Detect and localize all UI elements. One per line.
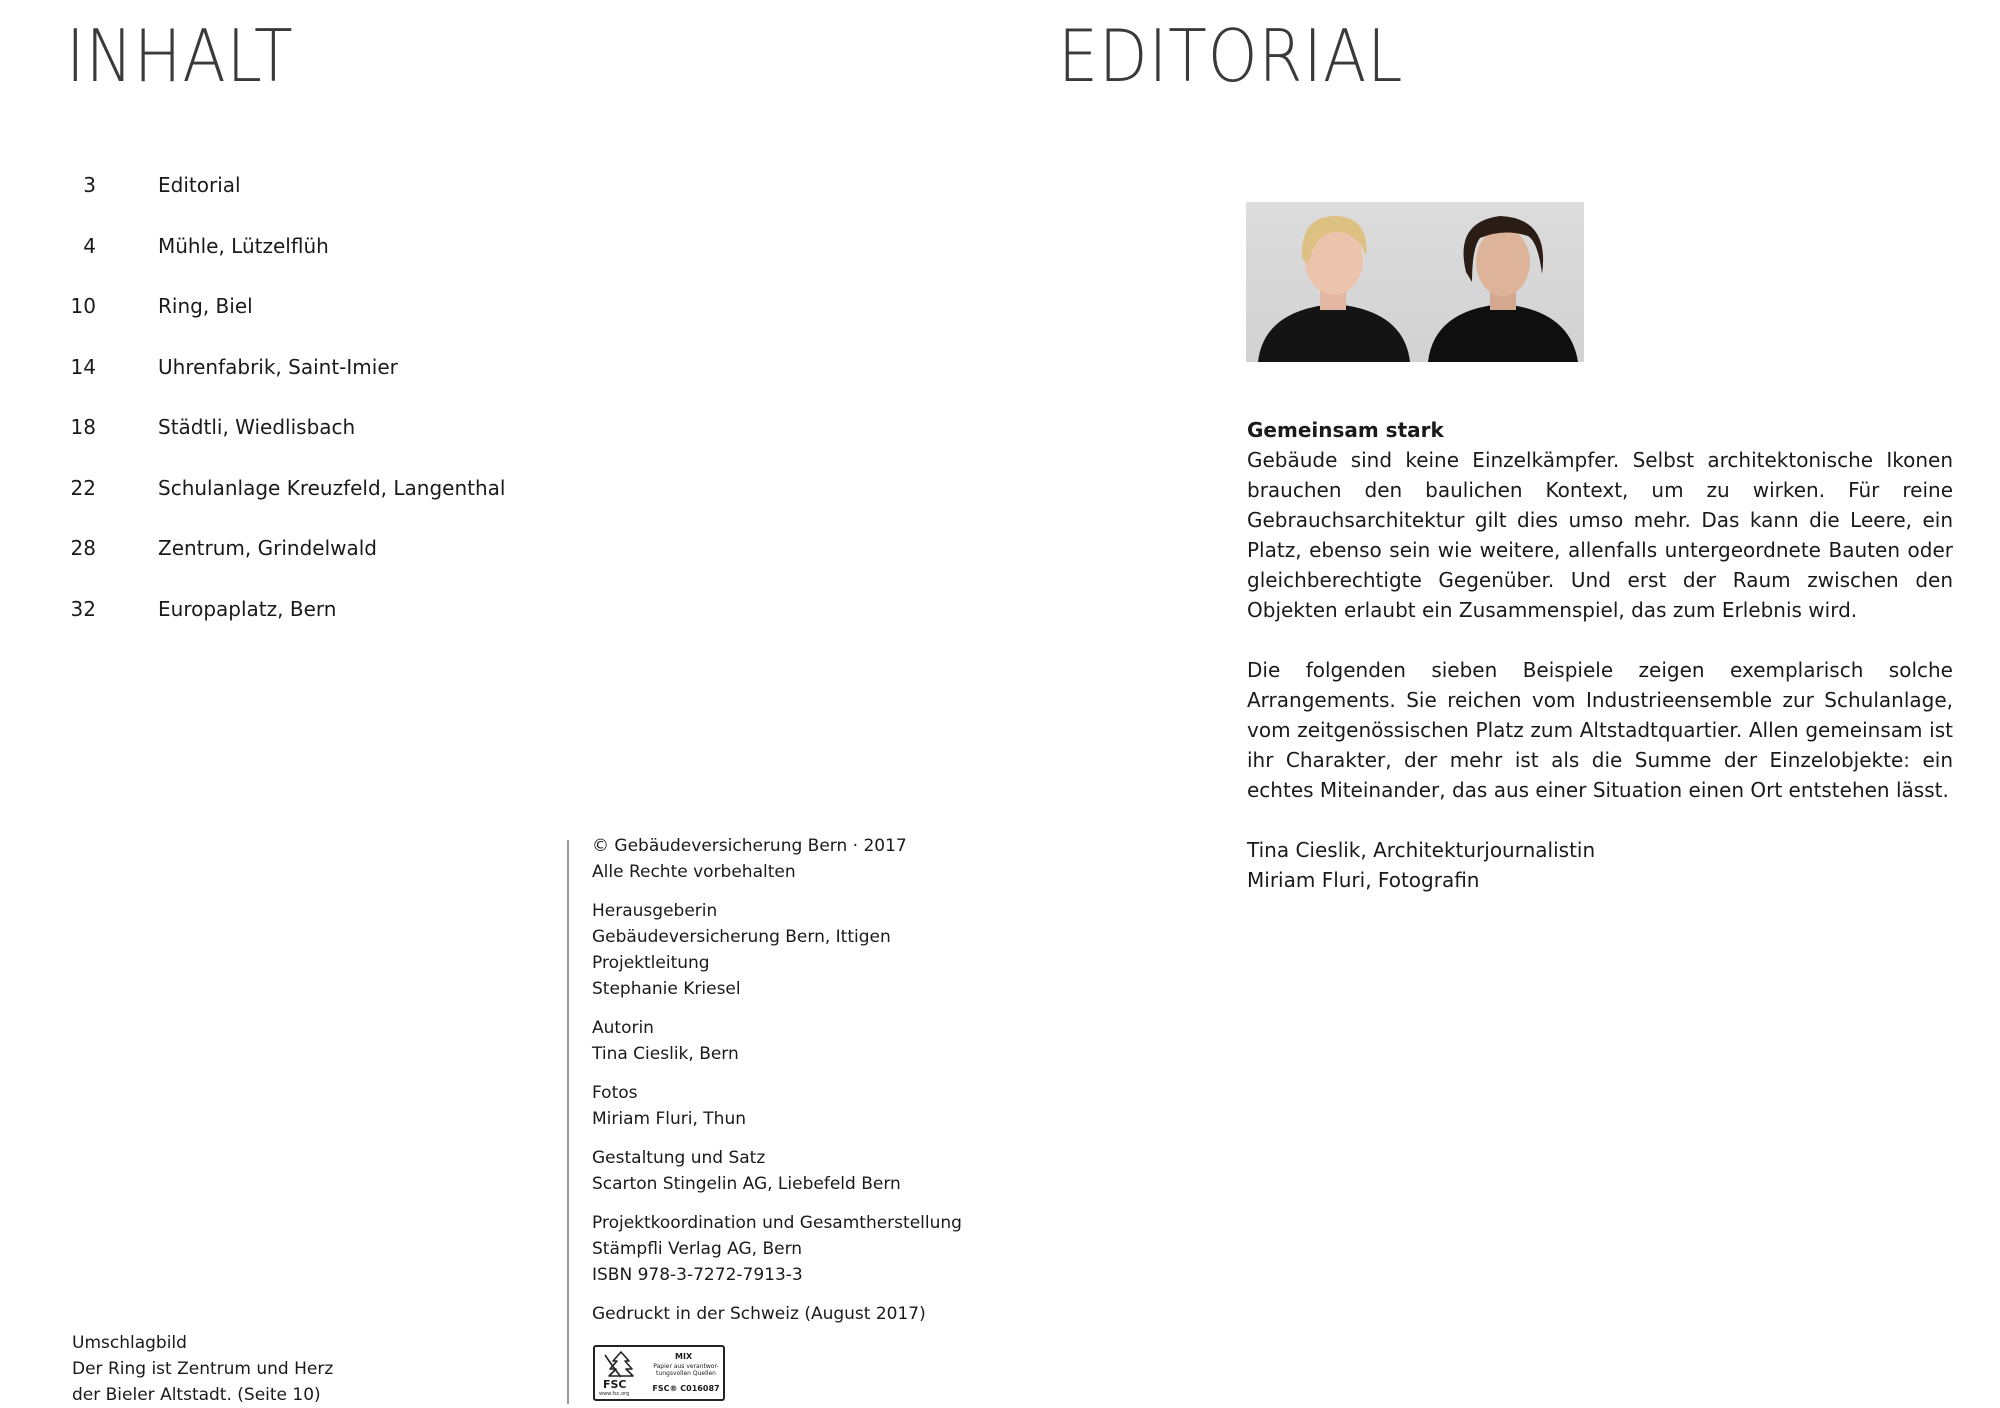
rights-line: Alle Rechte vorbehalten — [592, 862, 796, 882]
toc-title: Zentrum, Grindelwald — [158, 536, 377, 560]
toc-title: Ring, Biel — [158, 294, 253, 318]
imprint-author — [592, 1015, 962, 1067]
editorial-signatures — [1247, 835, 1953, 895]
coordination-label: Projektkoordination und Gesamtherstellung — [592, 1213, 962, 1233]
imprint-photos — [592, 1080, 962, 1132]
toc-page-number: 22 — [70, 475, 96, 500]
toc-page-number: 10 — [70, 294, 96, 318]
signature-line: Miriam Fluri, Fotografin — [1247, 868, 1480, 892]
toc-title: Uhrenfabrik, Saint-Imier — [158, 354, 398, 379]
imprint-publisher — [592, 898, 962, 1002]
editorial-paragraph — [1247, 415, 1953, 625]
editorial-paragraph-text: Gebäude sind keine Einzelkämpfer. Selbst architektonische Ikonen brauchen den baulichen Kontext, um zu wirken. Für reine Gebrauchsarchitektur gilt dies umso mehr. Das kann die Leere, ein Platz, ebenso sein wie weitere, allenfalls untergeordnete Bauten oder gleichberechtigte Gegenüber. Und erst der Raum zwischen den Objekten erlaubt ein Zusammenspiel, das zum Erlebnis wird. — [1247, 448, 1953, 622]
imprint-copyright — [592, 833, 962, 885]
photos-label: Fotos — [592, 1083, 638, 1103]
toc-page-number: 14 — [70, 354, 96, 379]
author-value: Tina Cieslik, Bern — [592, 1044, 739, 1064]
editorial-lead-title: Gemeinsam stark — [1247, 418, 1444, 442]
fsc-mix: MIX — [675, 1352, 693, 1361]
toc-page-number: 32 — [70, 596, 96, 621]
toc-page-number: 18 — [70, 415, 96, 439]
imprint-coordination — [592, 1210, 962, 1288]
cover-caption-line: der Bieler Altstadt. (Seite 10) — [72, 1385, 321, 1405]
project-lead-value: Stephanie Kriesel — [592, 979, 741, 999]
fsc-code: FSC® C016087 — [652, 1384, 720, 1393]
copyright-line: © Gebäudeversicherung Bern · 2017 — [592, 836, 907, 856]
vertical-divider — [567, 840, 569, 1404]
coordination-value: Stämpfli Verlag AG, Bern — [592, 1239, 803, 1259]
photos-value: Miriam Fluri, Thun — [592, 1109, 746, 1129]
fsc-paper-text: Papier aus verantwor-tungsvollen Quellen — [653, 1363, 719, 1377]
inhalt-heading: INHALT — [66, 14, 294, 98]
cover-caption-line: Der Ring ist Zentrum und Herz — [72, 1359, 334, 1379]
editorial-heading: EDITORIAL — [1058, 14, 1404, 98]
author-portrait-photo — [1246, 202, 1584, 362]
portrait-image — [1246, 202, 1584, 362]
signature-line: Tina Cieslik, Architekturjournalistin — [1247, 838, 1596, 862]
toc-title: Europaplatz, Bern — [158, 596, 337, 621]
editorial-text — [1247, 415, 1953, 895]
design-value: Scarton Stingelin AG, Liebefeld Bern — [592, 1174, 901, 1194]
printed-line: Gedruckt in der Schweiz (August 2017) — [592, 1304, 926, 1324]
design-label: Gestaltung und Satz — [592, 1148, 766, 1168]
toc-title: Editorial — [158, 173, 241, 197]
isbn: ISBN 978-3-7272-7913-3 — [592, 1265, 803, 1285]
fsc-logo — [593, 1345, 725, 1401]
imprint-design — [592, 1145, 962, 1197]
toc-page-number: 4 — [83, 233, 96, 258]
editorial-paragraph: Die folgenden sieben Beispiele zeigen exemplarisch solche Arrangements. Sie reichen vom Industrieensemble zur Schulanlage, vom zeitgenössischen Platz zum Altstadtquartier. Allen gemeinsam ist ihr Charakter, der mehr ist als die Summe der Einzelobjekte: ein echtes Miteinander, das aus einer Situation einen Ort entstehen lässt. — [1247, 658, 1953, 802]
toc-title: Städtli, Wiedlisbach — [158, 415, 356, 439]
publisher-label: Herausgeberin — [592, 901, 718, 921]
toc-page-number: 28 — [70, 536, 96, 560]
toc-title: Mühle, Lützelflüh — [158, 233, 329, 258]
toc-title: Schulanlage Kreuzfeld, Langenthal — [158, 475, 506, 500]
fsc-url: www.fsc.org — [599, 1391, 630, 1397]
imprint-printed — [592, 1301, 962, 1327]
publisher-value: Gebäudeversicherung Bern, Ittigen — [592, 927, 891, 947]
cover-caption — [72, 1330, 333, 1408]
author-label: Autorin — [592, 1018, 654, 1038]
fsc-tree-icon — [599, 1349, 643, 1379]
imprint — [592, 833, 962, 1340]
project-lead-label: Projektleitung — [592, 953, 710, 973]
toc-page-number: 3 — [83, 173, 96, 197]
fsc-mark: FSC — [603, 1378, 627, 1391]
cover-caption-label: Umschlagbild — [72, 1333, 187, 1353]
